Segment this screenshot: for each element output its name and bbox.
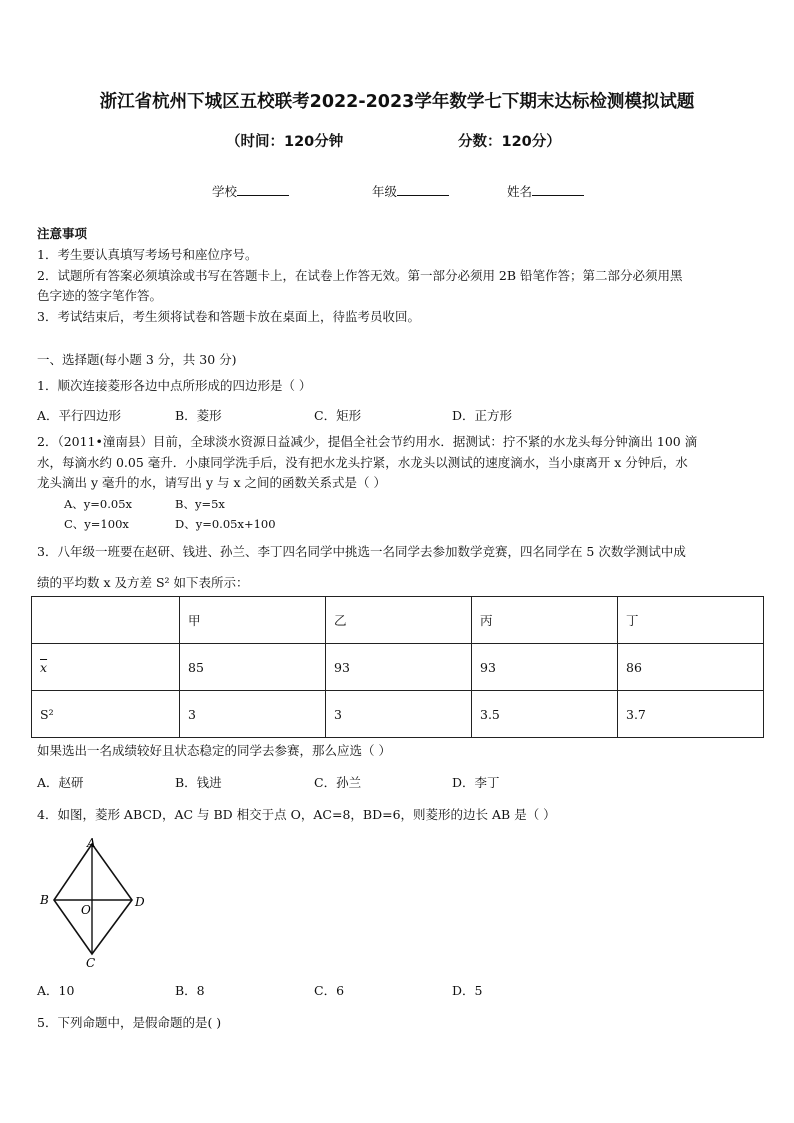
q3-option-a[interactable]: A．赵研	[37, 775, 84, 790]
school-label: 学校	[212, 184, 238, 199]
page-title: 浙江省杭州下城区五校联考2022-2023学年数学七下期末达标检测模拟试题	[99, 92, 695, 112]
mean-cell: 85	[180, 644, 326, 691]
grade-blank[interactable]	[397, 183, 449, 196]
table-header-row	[32, 597, 764, 644]
q1-option-b[interactable]: B．菱形	[175, 408, 222, 423]
notice-heading: 注意事项	[37, 226, 88, 241]
notice-item-3: 3．考试结束后，考生须将试卷和答题卡放在桌面上，待监考员收回。	[37, 309, 420, 324]
school-blank[interactable]	[237, 183, 289, 196]
variance-cell: 3	[180, 691, 326, 738]
q1-option-c[interactable]: C．矩形	[314, 408, 362, 423]
time-label: （时间：120分钟	[226, 134, 344, 150]
variance-cell: 3	[326, 691, 472, 738]
q4-option-b[interactable]: B．8	[175, 983, 205, 998]
notice-item-2-cont: 色字迹的签字笔作答。	[37, 288, 163, 303]
name-field	[507, 182, 584, 200]
mean-cell: 93	[472, 644, 618, 691]
q2-option-d[interactable]: D、y=0.05x+100	[175, 517, 276, 531]
q4-option-c[interactable]: C．6	[314, 983, 345, 998]
q4-stem: 4．如图，菱形 ABCD，AC 与 BD 相交于点 O，AC=8，BD=6，则菱形的边长 AB 是（ ）	[37, 807, 556, 822]
label-a: A	[87, 836, 96, 850]
school-field	[212, 182, 289, 200]
q1-stem: 1．顺次连接菱形各边中点所形成的四边形是（ ）	[37, 378, 312, 393]
grade-label: 年级	[372, 184, 398, 199]
q2-option-a[interactable]: A、y=0.05x	[64, 497, 133, 511]
mean-symbol: $\overline{x}$	[40, 659, 48, 675]
table-header-jia: 甲	[180, 597, 326, 644]
section-heading: 一、选择题(每小题 3 分，共 30 分)	[37, 352, 237, 367]
table-header-bing: 丙	[472, 597, 618, 644]
label-b: B	[40, 893, 49, 907]
rhombus-outline	[54, 844, 132, 954]
q2-line-3: 龙头滴出 y 毫升的水，请写出 y 与 x 之间的函数关系式是（ ）	[37, 475, 386, 490]
table-header-ding: 丁	[618, 597, 764, 644]
table-row	[32, 691, 764, 738]
grade-field	[372, 182, 449, 200]
label-o: O	[81, 903, 91, 917]
name-blank[interactable]	[532, 183, 584, 196]
q2-line-1: 2．（2011•潼南县）目前，全球淡水资源日益减少，提倡全社会节约用水．据测试：拧不紧的水龙头每分钟滴出 100 滴	[37, 434, 698, 449]
score-label: 分数：120分）	[458, 134, 561, 150]
q3-option-c[interactable]: C．孙兰	[314, 775, 362, 790]
table-corner	[32, 597, 180, 644]
q1-option-d[interactable]: D．正方形	[452, 408, 513, 423]
q5-stem: 5．下列命题中，是假命题的是( )	[37, 1015, 222, 1030]
table-header-yi: 乙	[326, 597, 472, 644]
q3-after: 如果选出一名成绩较好且状态稳定的同学去参赛，那么应选（ ）	[37, 743, 391, 758]
q4-option-a[interactable]: A．10	[37, 983, 75, 998]
score-table	[31, 596, 764, 738]
q1-option-a[interactable]: A．平行四边形	[37, 408, 122, 423]
table-row	[32, 644, 764, 691]
notice-item-1: 1．考生要认真填写考场号和座位序号。	[37, 247, 258, 262]
rhombus-figure	[36, 834, 156, 970]
label-d: D	[135, 895, 145, 909]
q3-option-b[interactable]: B．钱进	[175, 775, 222, 790]
q3-line-2: 绩的平均数 x 及方差 S² 如下表所示：	[37, 575, 249, 590]
q2-option-c[interactable]: C、y=100x	[64, 517, 129, 531]
variance-cell: 3.7	[618, 691, 764, 738]
mean-cell: 93	[326, 644, 472, 691]
notice-item-2: 2．试题所有答案必须填涂或书写在答题卡上，在试卷上作答无效。第一部分必须用 2B 铅笔作答；第二部分必须用黑	[37, 268, 683, 283]
mean-cell: 86	[618, 644, 764, 691]
q2-option-b[interactable]: B、y=5x	[175, 497, 225, 511]
variance-label: S²	[32, 691, 180, 738]
mean-label	[32, 644, 180, 691]
label-c: C	[86, 956, 96, 970]
q4-option-d[interactable]: D．5	[452, 983, 483, 998]
variance-cell: 3.5	[472, 691, 618, 738]
q3-line-1: 3．八年级一班要在赵研、钱进、孙兰、李丁四名同学中挑选一名同学去参加数学竞赛，四名同学在 5 次数学测试中成	[37, 544, 686, 559]
q2-line-2: 水，每滴水约 0.05 毫升．小康同学洗手后，没有把水龙头拧紧，水龙头以测试的速度滴水，当小康离开 x 分钟后，水	[37, 455, 688, 470]
q3-option-d[interactable]: D．李丁	[452, 775, 500, 790]
name-label: 姓名	[507, 184, 533, 199]
